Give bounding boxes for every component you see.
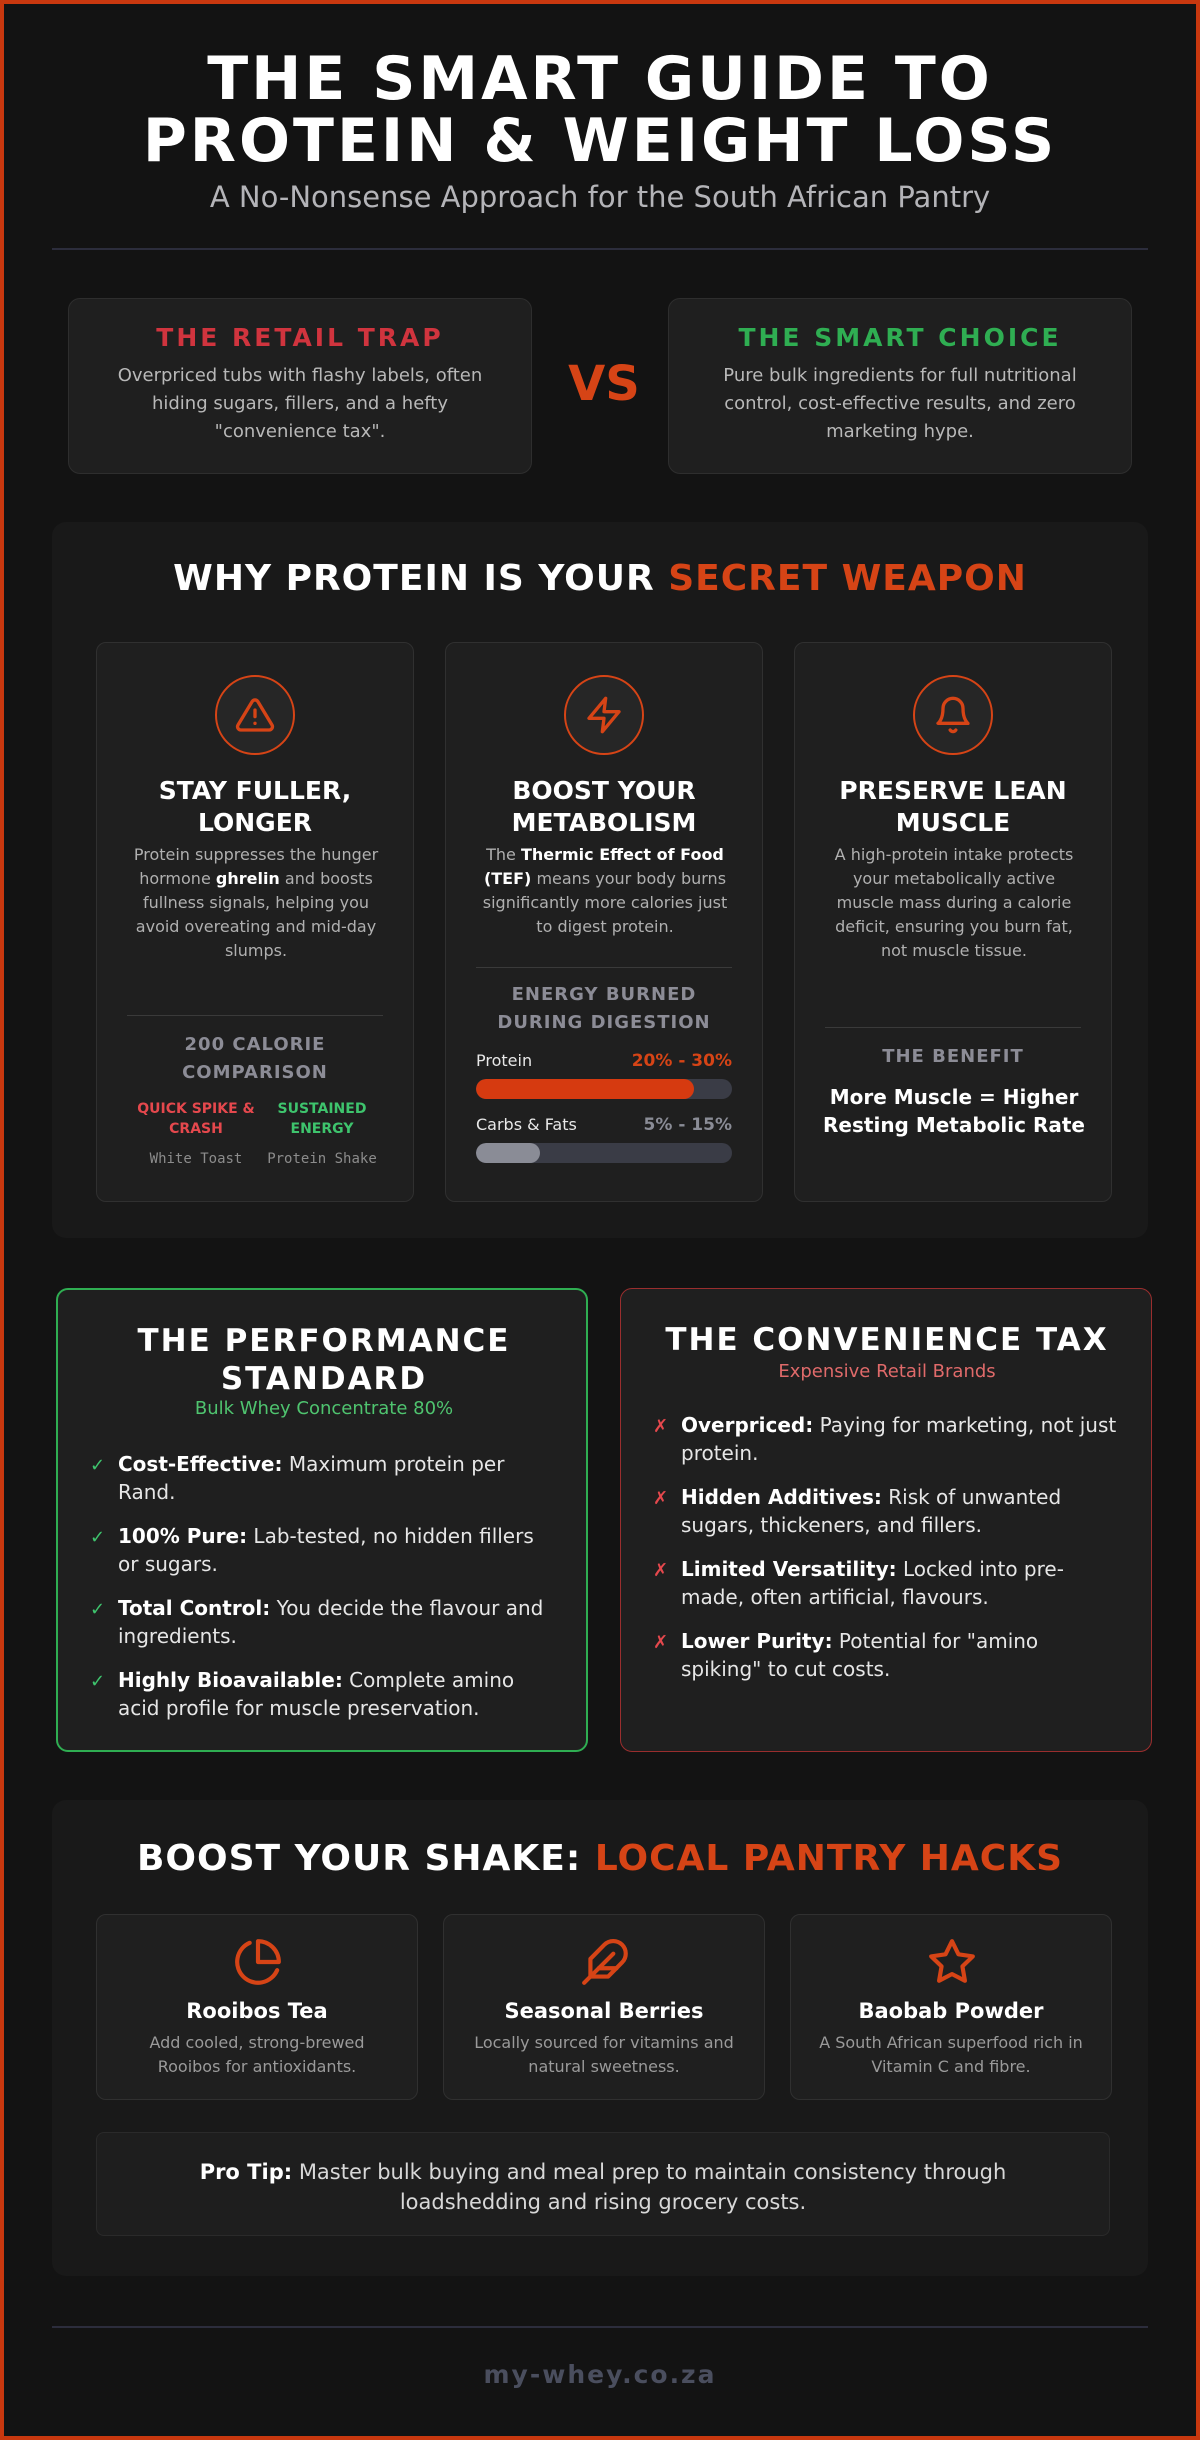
lightning-icon [564, 675, 644, 755]
convenience-title: THE CONVENIENCE TAX [665, 1322, 1109, 1358]
cross-icon: ✗ [653, 1416, 669, 1437]
feature-card-metabolism [445, 642, 763, 1202]
bar-label: Carbs & Fats [476, 1115, 577, 1134]
feature-desc: A high-protein intake protects your metabolically active muscle mass during a calorie deficit, ensuring you burn fat, not muscle tissue. [834, 845, 1074, 960]
hack-card-baobab [790, 1914, 1112, 2100]
feature-title: BOOST YOUR METABOLISM [511, 776, 697, 837]
check-icon: ✓ [90, 1455, 106, 1476]
feature-title: PRESERVE LEAN MUSCLE [839, 776, 1067, 837]
hack-title: Rooibos Tea [186, 1999, 328, 2023]
bar-range: 5% - 15% [643, 1115, 732, 1135]
bar-track [476, 1143, 732, 1163]
bar-range: 20% - 30% [631, 1051, 732, 1071]
feature-title: STAY FULLER, LONGER [158, 776, 352, 837]
why-protein-title: WHY PROTEIN IS YOUR SECRET WEAPON [173, 558, 1027, 599]
list-item: ✓ Highly Bioavailable: Complete amino acid profile for muscle preservation. [90, 1668, 515, 1720]
feature-desc: The Thermic Effect of Food (TEF) means your body burns significantly more calories just to digest protein. [482, 845, 728, 936]
pantry-hacks-title: BOOST YOUR SHAKE: LOCAL PANTRY HACKS [136, 1838, 1064, 1879]
bar-track [476, 1079, 732, 1099]
smart-choice-title: THE SMART CHOICE [738, 323, 1062, 352]
retail-trap-text: Overpriced tubs with flashy labels, often hiding sugars, fillers, and a hefty "convenience tax". [117, 365, 483, 442]
calorie-comparison-heading: 200 CALORIE COMPARISON [182, 1034, 328, 1083]
comparison-white-toast: QUICK SPIKE & CRASH White Toast [137, 1101, 255, 1167]
benefit-text: More Muscle = Higher Resting Metabolic Rate [823, 1085, 1085, 1137]
cross-icon: ✗ [653, 1560, 669, 1581]
hack-card-rooibos [96, 1914, 418, 2100]
bar-protein [476, 1051, 732, 1099]
list-item: ✗ Hidden Additives: Risk of unwanted sugars, thickeners, and fillers. [653, 1485, 1062, 1537]
cross-icon: ✗ [653, 1632, 669, 1653]
cross-icon: ✗ [653, 1488, 669, 1509]
list-item: ✓ 100% Pure: Lab-tested, no hidden fillers or sugars. [90, 1524, 534, 1576]
check-icon: ✓ [90, 1671, 106, 1692]
list-item: ✓ Total Control: You decide the flavour and ingredients. [90, 1596, 544, 1648]
warning-icon [215, 675, 295, 755]
page-title: THE SMART GUIDE TO PROTEIN & WEIGHT LOSS [142, 44, 1058, 176]
feature-desc: Protein suppresses the hunger hormone ghrelin and boosts fullness signals, helping you avoid overeating and mid-day slumps. [133, 845, 379, 960]
hack-text: Locally sourced for vitamins and natural sweetness. [474, 2033, 734, 2076]
bar-carbs-fats [476, 1115, 732, 1163]
performance-title: THE PERFORMANCE STANDARD [137, 1323, 511, 1397]
pie-chart-icon [233, 1937, 283, 1987]
footer-divider [52, 2326, 1148, 2328]
hack-text: A South African superfood rich in Vitamin C and fibre. [819, 2033, 1083, 2076]
bell-icon [913, 675, 993, 755]
convenience-tag: Expensive Retail Brands [778, 1361, 996, 1382]
hack-title: Baobab Powder [858, 1999, 1044, 2023]
feature-divider [476, 967, 732, 968]
list-item: ✗ Limited Versatility: Locked into pre-made, often artificial, flavours. [653, 1557, 1064, 1609]
hack-text: Add cooled, strong-brewed Rooibos for antioxidants. [149, 2033, 365, 2076]
pro-tip: Pro Tip: Master bulk buying and meal prep to maintain consistency through loadshedding and rising grocery costs. [96, 2132, 1110, 2236]
header-divider [52, 248, 1148, 250]
header [4, 44, 1196, 214]
list-item: ✗ Overpriced: Paying for marketing, not just protein. [653, 1413, 1117, 1465]
benefit-heading: THE BENEFIT [882, 1046, 1024, 1067]
page-subtitle: A No-Nonsense Approach for the South African Pantry [209, 180, 991, 214]
hack-title: Seasonal Berries [504, 1999, 704, 2023]
retail-trap-title: THE RETAIL TRAP [156, 323, 444, 352]
bar-label: Protein [476, 1051, 533, 1070]
performance-list [90, 1450, 560, 1738]
smart-choice-text: Pure bulk ingredients for full nutritional control, cost-effective results, and zero marketing hype. [723, 365, 1077, 442]
list-item: ✓ Cost-Effective: Maximum protein per Rand. [90, 1452, 505, 1504]
feature-card-fuller [96, 642, 414, 1202]
feature-divider [127, 1015, 383, 1016]
bar-fill [476, 1079, 694, 1099]
vs-label: VS [568, 356, 640, 412]
convenience-tax-panel [620, 1288, 1152, 1752]
retail-trap-card [68, 298, 532, 474]
check-icon: ✓ [90, 1527, 106, 1548]
feather-icon [580, 1937, 630, 1987]
check-icon: ✓ [90, 1599, 106, 1620]
performance-tag: Bulk Whey Concentrate 80% [194, 1398, 454, 1419]
smart-choice-card [668, 298, 1132, 474]
list-item: ✗ Lower Purity: Potential for "amino spiking" to cut costs. [653, 1629, 1039, 1681]
bar-fill [476, 1143, 540, 1163]
performance-standard-panel [56, 1288, 588, 1752]
star-icon [927, 1937, 977, 1987]
feature-divider [825, 1027, 1081, 1028]
energy-burned-heading: ENERGY BURNED DURING DIGESTION [497, 984, 711, 1033]
feature-card-muscle [794, 642, 1112, 1202]
footer-site: my-whey.co.za [483, 2360, 717, 2389]
convenience-list [653, 1411, 1123, 1699]
comparison-protein-shake: SUSTAINED ENERGY Protein Shake [267, 1101, 377, 1167]
hack-card-berries [443, 1914, 765, 2100]
